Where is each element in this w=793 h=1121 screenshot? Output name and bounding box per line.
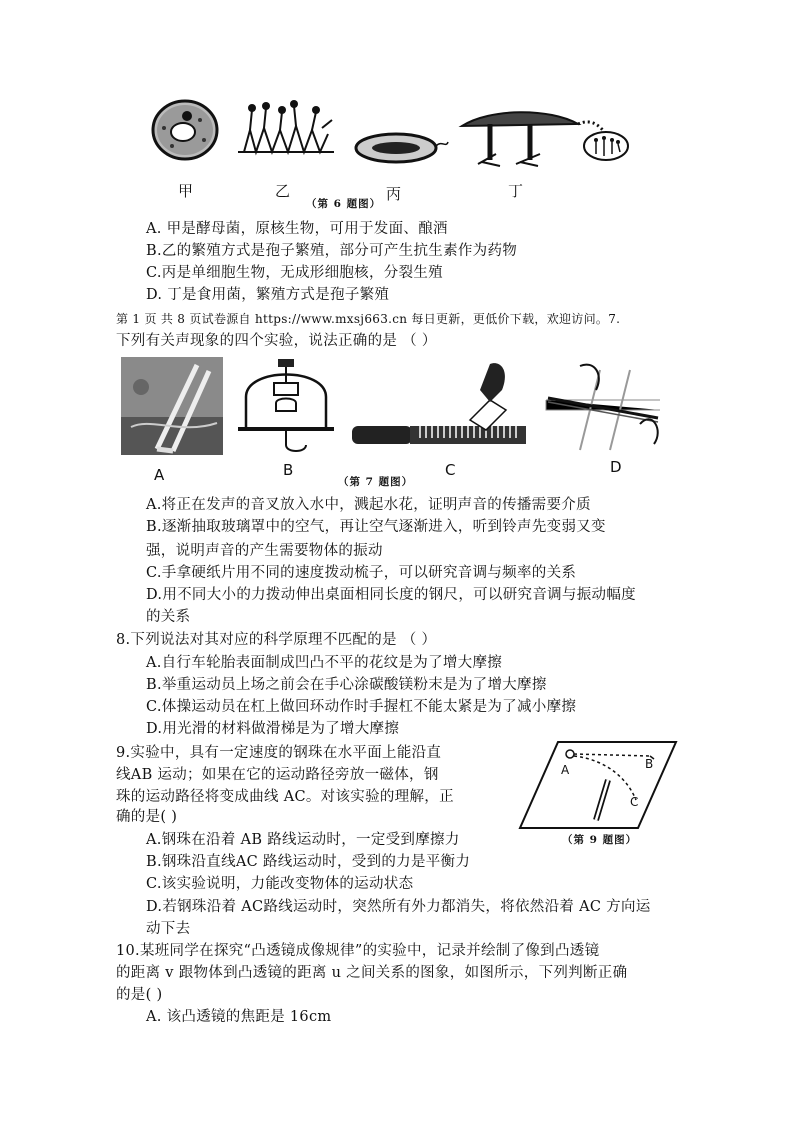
q6-label-jia: 甲 [178,182,194,200]
q6-option-c: C.丙是单细胞生物，无成形细胞核，分裂生殖 [146,265,443,281]
q10-stem-line-3: 的是( ) [116,987,163,1003]
ruler-table-illustration [540,360,664,452]
q7-option-a: A.将正在发声的音叉放入水中，溅起水花，证明声音的传播需要介质 [146,497,591,513]
q9-point-c: C [630,795,639,809]
q10-stem-line-1: 10.某班同学在探究“凸透镜成像规律”的实验中，记录并绘制了像到凸透镜 [116,943,600,959]
q9-point-a: A [561,763,570,777]
q6-caption: （第 6 题图） [306,198,382,210]
q8-option-d: D.用光滑的材料做滑梯是为了增大摩擦 [146,721,400,737]
q9-option-d-cont: 动下去 [146,921,191,937]
q9-stem-line-1: 9.实验中，具有一定速度的钢珠在水平面上能沿直 [116,745,442,761]
q7-label-b: B [283,461,294,479]
q7-caption: （第 7 题图） [338,476,414,488]
q10-stem-line-2: 的距离 v 跟物体到凸透镜的距离 u 之间关系的图象，如图所示，下列判断正确 [116,965,628,981]
q7-option-d: D.用不同大小的力拨动伸出桌面相同长度的钢尺，可以研究音调与振动幅度 [146,587,636,603]
comb-illustration [350,360,530,452]
q6-option-d: D. 丁是食用菌，繁殖方式是孢子繁殖 [146,287,390,303]
q9-option-d: D.若钢珠沿着 AC路线运动时，突然所有外力都消失，将依然沿着 AC 方向运 [146,899,651,915]
page-footer: 第 1 页 共 8 页试卷源自 https://www.mxsj663.cn 每日更新，更低价下载，欢迎访问。7. [116,312,621,326]
q9-option-b: B.钢珠沿直线AC 路线运动时，受到的力是平衡力 [146,854,471,870]
q7-label-d: D [610,458,622,476]
q7-label-c: C [445,461,456,479]
q6-option-a: A. 甲是酵母菌，原核生物，可用于发面、酿酒 [146,221,448,237]
q7-option-d-cont: 的关系 [146,609,191,625]
q9-stem-line-4: 确的是( ) [116,809,178,825]
q10-option-a: A. 该凸透镜的焦距是 16cm [146,1009,332,1025]
q6-label-ding: 丁 [508,182,524,200]
bacterium-illustration [352,130,448,166]
q9-point-b: B [645,757,654,771]
steel-ball-path-diagram [518,740,678,832]
q9-stem-line-3: 珠的运动路径将变成曲线 AC。对该实验的理解，正 [116,789,454,805]
q7-stem: 下列有关声现象的四个实验，说法正确的是 （ ） [116,333,437,349]
bell-jar-illustration [236,357,336,457]
q8-stem: 8.下列说法对其对应的科学原理不匹配的是 （ ） [116,632,437,648]
q7-option-c: C.手拿硬纸片用不同的速度拨动梳子，可以研究音调与频率的关系 [146,565,577,581]
q9-option-a: A.钢珠在沿着 AB 路线运动时，一定受到摩擦力 [146,832,460,848]
q7-option-b-cont: 强，说明声音的产生需要物体的振动 [146,543,383,559]
q9-caption: （第 9 题图） [562,834,638,846]
yeast-cell-illustration [152,100,222,160]
q7-label-a: A [154,466,165,484]
q6-option-b: B.乙的繁殖方式是孢子繁殖，部分可产生抗生素作为药物 [146,243,518,259]
q9-option-c: C.该实验说明，力能改变物体的运动状态 [146,876,414,892]
q8-option-b: B.举重运动员上场之前会在手心涂碳酸镁粉末是为了增大摩擦 [146,677,547,693]
q8-option-a: A.自行车轮胎表面制成凹凸不平的花纹是为了增大摩擦 [146,655,503,671]
tuning-fork-photo [121,357,223,455]
q6-label-bing: 丙 [386,185,402,203]
q7-option-b: B.逐渐抽取玻璃罩中的空气，再让空气逐渐进入，听到铃声先变弱又变 [146,519,606,535]
q9-stem-line-2: 线AB 运动；如果在它的运动路径旁放一磁体，钢 [116,767,439,783]
mold-illustration [236,100,336,160]
mushroom-illustration [460,104,640,174]
q8-option-c: C.体操运动员在杠上做回环动作时手握杠不能太紧是为了减小摩擦 [146,699,577,715]
q6-label-yi: 乙 [275,182,291,200]
